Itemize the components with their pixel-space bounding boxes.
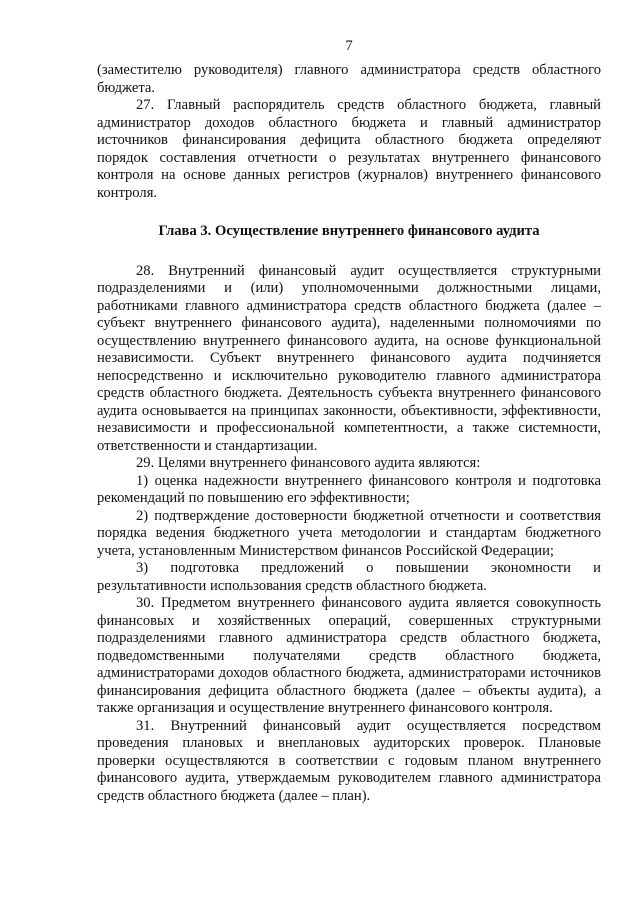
chapter-heading: Глава 3. Осуществление внутреннего финансового аудита <box>158 223 540 239</box>
page-number: 7 <box>345 38 353 54</box>
paragraph: 1) оценка надежности внутреннего финансового контроля и подготовка рекомендаций по повышению его эффективности; <box>97 472 601 506</box>
paragraph: 30. Предметом внутреннего финансового аудита является совокупность финансовых и хозяйственных операций, совершенных структурными подразделениями главного администратора средств областного бюджета, подведомственными получателями средств областного бюджета, администраторами доходов областного бюджета, администраторами источников финансирования дефицита областного бюджета (далее – объекты аудита), а также организация и осуществление внутреннего финансового контроля. <box>97 595 601 716</box>
paragraphs-after-heading <box>97 263 601 806</box>
paragraph: 31. Внутренний финансовый аудит осуществляется посредством проведения плановых и внеплановых аудиторских проверок. Плановые проверки осуществляются в соответствии с годовым планом внутреннего финансового аудита, утверждаемым руководителем главного администратора средств областного бюджета (далее – план). <box>97 717 601 804</box>
paragraph: 29. Целями внутреннего финансового аудита являются: <box>136 455 481 471</box>
paragraph: 3) подготовка предложений о повышении экономности и результативности использования средств областного бюджета. <box>97 560 601 594</box>
paragraph: 28. Внутренний финансовый аудит осуществляется структурными подразделениями и (или) уполномоченными должностными лицами, работниками главного администратора средств областного бюджета (далее – субъект внутреннего финансового аудита), наделенными полномочиями по осуществлению внутреннего финансового аудита, на основе функциональной независимости. Субъект внутреннего финансового аудита подчиняется непосредственно и исключительно руководителю главного администратора средств областного бюджета. Деятельность субъекта внутреннего финансового аудита основывается на принципах законности, объективности, эффективности, независимости и профессиональной компетентности, а также системности, ответственности и стандартизации. <box>97 262 601 454</box>
paragraph: 2) подтверждение достоверности бюджетной отчетности и соответствия порядка ведения бюджетного учета методологии и стандартам бюджетного учета, установленным Министерством финансов Российской Федерации; <box>97 507 601 559</box>
paragraphs-before-heading <box>97 62 601 202</box>
paragraph: (заместителю руководителя) главного администратора средств областного бюджета. <box>97 62 601 96</box>
paragraph: 27. Главный распорядитель средств областного бюджета, главный администратор доходов областного бюджета и главный администратор источников финансирования дефицита областного бюджета определяют порядок составления отчетности о результатах внутреннего финансового контроля на основе данных регистров (журналов) внутреннего финансового контроля. <box>97 97 601 201</box>
document-body <box>97 62 601 805</box>
